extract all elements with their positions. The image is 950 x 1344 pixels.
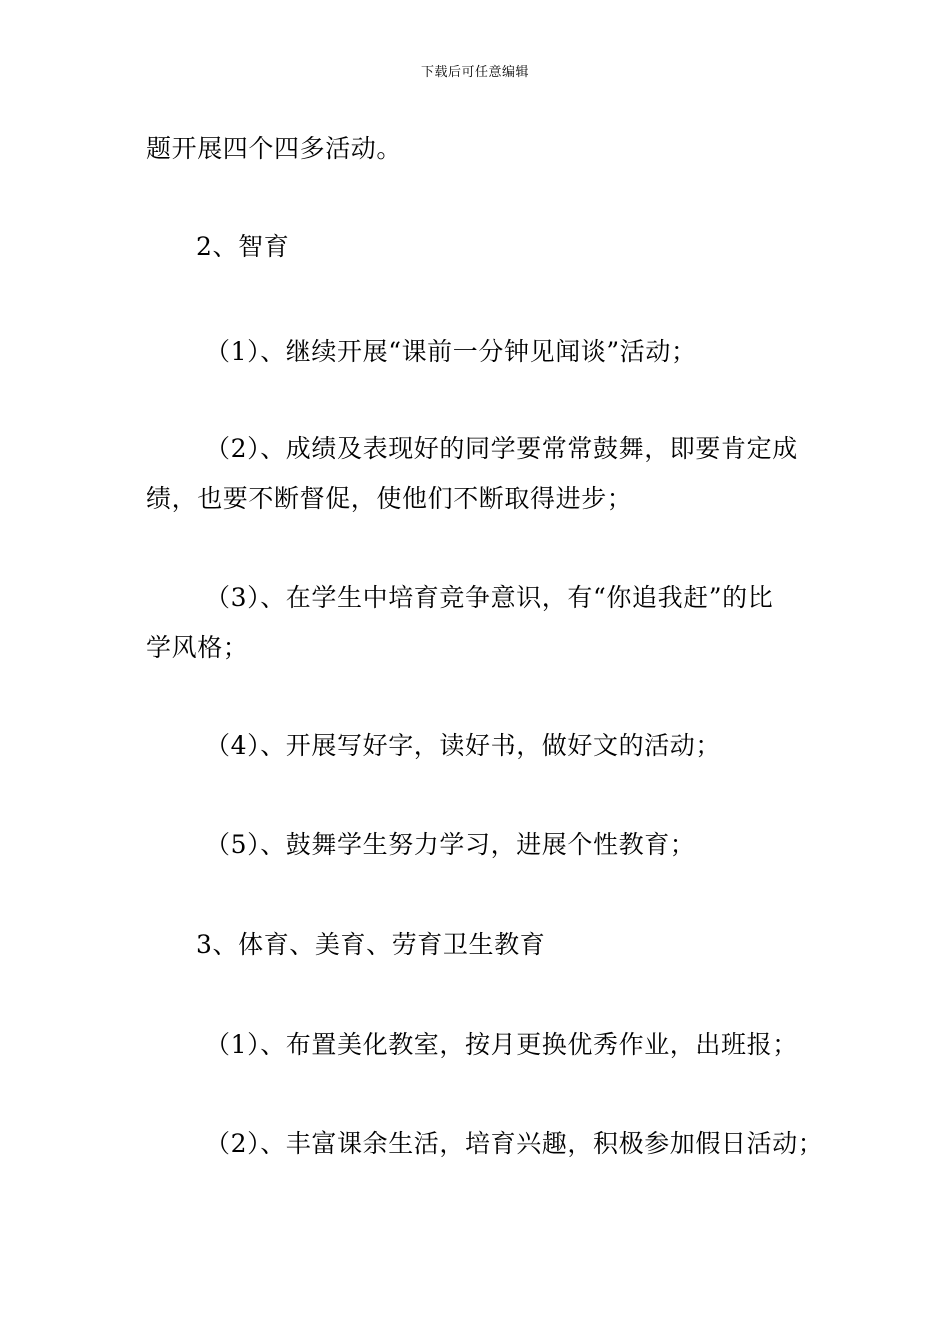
list-item-2-continued: 绩，也要不断督促，使他们不断取得进步； [146,484,633,513]
list-item-2: （2）、成绩及表现好的同学要常常鼓舞，即要肯定成 [205,434,798,463]
list-item-3-continued: 学风格； [146,633,249,662]
list-item-5: （5）、鼓舞学生努力学习，进展个性教育； [205,830,696,859]
section-heading-intellectual: 2、智育 [196,232,290,261]
paragraph-continuation: 题开展四个四多活动。 [146,134,403,163]
list-item-4: （4）、开展写好字，读好书，做好文的活动； [205,731,722,760]
page-header: 下载后可任意编辑 [420,65,529,80]
list-item-1: （1）、继续开展“课前一分钟见闻谈”活动； [205,337,697,366]
list-item-3: （3）、在学生中培育竞争意识，有“你追我赶”的比 [205,583,774,612]
list-item-6: （1）、布置美化教室，按月更换优秀作业，出班报； [205,1030,798,1059]
list-item-7: （2）、丰富课余生活，培育兴趣，积极参加假日活动； [205,1129,824,1158]
section-heading-sports-arts-labor: 3、体育、美育、劳育卫生教育 [196,930,546,959]
